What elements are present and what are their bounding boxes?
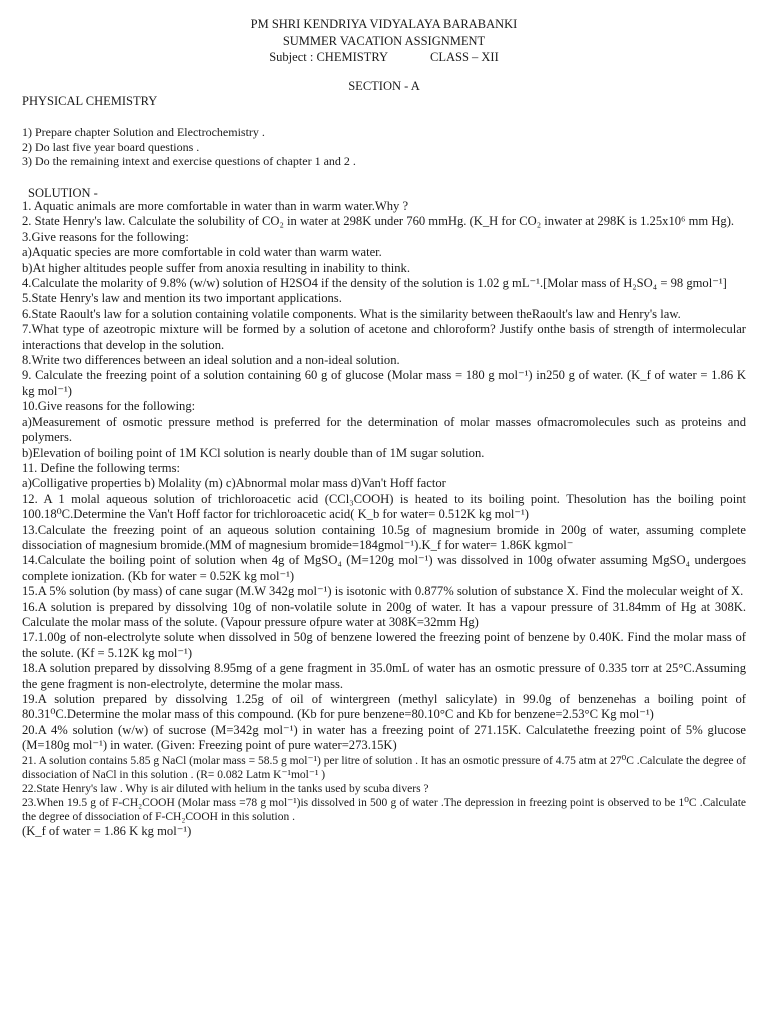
- question: 11. Define the following terms:: [22, 460, 180, 475]
- question: a)Aquatic species are more comfortable in cold water than warm water.: [22, 245, 382, 260]
- question: 15.A 5% solution (by mass) of cane sugar (M.W 342g mol⁻¹) is isotonic with 0.877% solution of substance X. Find the molecular weight of X.: [22, 584, 744, 599]
- question: 13.Calculate the freezing point of an aqueous solution containing 10.5g of magnesium bromide in 200g of water, assuming complete dissociation of magnesium bromide.(MM of magnesium bromide=184gmol⁻¹).K_f for water= 1.86K kgmol⁻: [22, 522, 746, 552]
- question: 16.A solution is prepared by dissolving 10g of non-volatile solute in 200g of water. It has a vapour pressure of 31.84mm of Hg at 308K. Calculate the molar mass of the solute. (Vapour pressure ofpure water at 308K=32mm Hg): [22, 599, 746, 629]
- class-label: CLASS – XII: [430, 50, 499, 64]
- question: 18.A solution prepared by dissolving 8.95mg of a gene fragment in 35.0mL of water has an osmotic pressure of 0.335 torr at 25°C.Assuming the gene fragment is non-electrolyte, determine the molar mass.: [22, 661, 746, 691]
- question: 17.1.00g of non-electrolyte solute when dissolved in 50g of benzene lowered the freezing point of benzene by 0.40K. Find the molar mass of the solute. (Kf = 5.12K kg mol⁻¹): [22, 630, 746, 660]
- question: (K_f of water = 1.86 K kg mol⁻¹): [22, 823, 192, 838]
- task-item: 2) Do last five year board questions .: [22, 139, 200, 154]
- question: 4.Calculate the molarity of 9.8% (w/w) solution of H2SO4 if the density of the solution is 1.02 g mL⁻¹.[Molar mass of H₂SO₄ = 98 gmol⁻¹]: [22, 276, 727, 291]
- subject-label: Subject : CHEMISTRY: [269, 50, 388, 64]
- question: b)At higher altitudes people suffer from anoxia resulting in inability to think.: [22, 260, 410, 275]
- question: 12. A 1 molal aqueous solution of trichloroacetic acid (CCl₃COOH) is heated to its boiling point. Thesolution has the boiling point 100.18⁰C.Determine the Van't Hoff factor for trichloroacetic acid( K_b for water= 0.512K kg mol⁻¹): [22, 491, 746, 522]
- question: 1. Aquatic animals are more comfortable in water than in warm water.Why ?: [22, 199, 409, 213]
- school-name: PM SHRI KENDRIYA VIDYALAYA BARABANKI: [250, 17, 518, 31]
- question: 22.State Henry's law . Why is air diluted with helium in the tanks used by scuba divers ?: [22, 782, 429, 795]
- task-item: 3) Do the remaining intext and exercise questions of chapter 1 and 2 .: [22, 154, 356, 168]
- question: 14.Calculate the boiling point of solution when 4g of MgSO₄ (M=120g mol⁻¹) was dissolved in 100g ofwater assuming MgSO₄ undergoes complete ionization. (Kb for water = 0.52K kg mol⁻¹): [22, 553, 746, 583]
- section-title: SECTION - A: [348, 79, 420, 93]
- question: 7.What type of azeotropic mixture will be formed by a solution of acetone and chloroform? Justify onthe basis of strength of intermolecular interactions that develop in the solution.: [22, 322, 746, 352]
- question: 9. Calculate the freezing point of a solution containing 60 g of glucose (Molar mass = 180 g mol⁻¹) in250 g of water. (K_f of water = 1.86 K kg mol⁻¹): [22, 368, 746, 398]
- question: 21. A solution contains 5.85 g NaCl (molar mass = 58.5 g mol⁻¹) per litre of solution . It has an osmotic pressure of 4.75 atm at 27⁰C .Calculate the degree of dissociation of NaCl in this solution . (R= 0.082 Latm K⁻¹mol⁻¹ ): [22, 754, 746, 781]
- question: 3.Give reasons for the following:: [22, 229, 189, 244]
- question: 8.Write two differences between an ideal solution and a non-ideal solution.: [22, 353, 400, 368]
- question: b)Elevation of boiling point of 1M KCl solution is nearly double than of 1M sugar solution.: [22, 445, 485, 460]
- question: 23.When 19.5 g of F-CH₂COOH (Molar mass =78 g mol⁻¹)is dissolved in 500 g of water .The depression in freezing point is observed to be 1⁰C .Calculate the degree of dissociation of F-CH₂COOH in this solution .: [22, 796, 746, 823]
- question: 2. State Henry's law. Calculate the solubility of CO₂ in water at 298K under 760 mmHg. (K_H for CO₂ inwater at 298K is 1.25x10⁶ mm Hg).: [22, 214, 735, 229]
- question-list: [22, 199, 746, 839]
- question: 5.State Henry's law and mention its two important applications.: [22, 291, 342, 306]
- question: 6.State Raoult's law for a solution containing volatile components. What is the similarity between theRaoult's law and Henry's law.: [22, 306, 681, 321]
- subject-class-line: [0, 49, 768, 65]
- question: a)Colligative properties b) Molality (m) c)Abnormal molar mass d)Van't Hoff factor: [22, 476, 446, 491]
- assignment-title: SUMMER VACATION ASSIGNMENT: [282, 34, 486, 48]
- question: 10.Give reasons for the following:: [22, 399, 196, 414]
- unit-title: PHYSICAL CHEMISTRY: [22, 94, 158, 108]
- question: 19.A solution prepared by dissolving 1.25g of oil of wintergreen (methyl salicylate) in 99.0g of benzenehas a boiling point of 80.31⁰C.Determine the molar mass of this compound. (Kb for pure benzene=80.10°C and Kb for benzene=2.53°C Kg mol⁻¹): [22, 692, 746, 722]
- task-list: [22, 125, 356, 169]
- question: a)Measurement of osmotic pressure method is preferred for the determination of molar masses ofmacromolecules such as proteins and polymers.: [22, 414, 746, 445]
- question: 20.A 4% solution (w/w) of sucrose (M=342g mol⁻¹) in water has a freezing point of 271.15K. Calculatethe freezing point of 5% glucose (M=180g mol⁻¹) in water. (Given: Freezing point of pure water=273.15K): [22, 722, 746, 753]
- solution-heading: SOLUTION -: [28, 186, 98, 200]
- task-item: 1) Prepare chapter Solution and Electrochemistry .: [22, 125, 265, 139]
